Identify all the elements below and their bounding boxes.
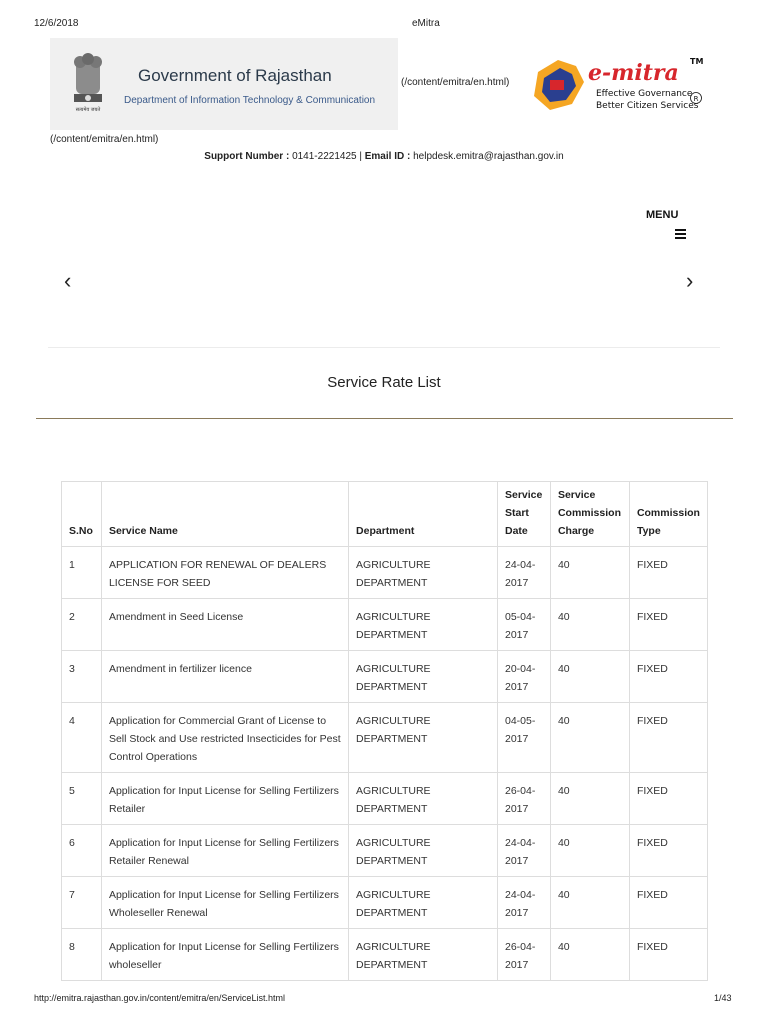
cell-service-name: Application for Input License for Selling Fertilizers Wholeseller Renewal [101,877,348,929]
chevron-left-icon[interactable]: ‹ [64,268,72,293]
support-separator: | [359,151,362,162]
cell-commission-charge: 40 [550,929,629,981]
page-title: Service Rate List [327,374,441,391]
title-underline [36,418,733,419]
table-row [62,877,708,929]
cell-department: AGRICULTURE DEPARTMENT [349,547,498,599]
table-row [62,825,708,877]
chevron-right-icon[interactable]: › [686,268,694,293]
cell-commission-type: FIXED [629,877,707,929]
column-header-commission-type: Commission Type [629,482,707,547]
table-row [62,773,708,825]
cell-sno: 5 [62,773,102,825]
cell-commission-charge: 40 [550,877,629,929]
cell-start-date: 24-04-2017 [497,877,550,929]
government-name: Government of Rajasthan [138,66,332,85]
trademark-mark: TM [690,57,704,66]
cell-service-name: APPLICATION FOR RENEWAL OF DEALERS LICENSE FOR SEED [101,547,348,599]
cell-service-name: Application for Commercial Grant of License to Sell Stock and Use restricted Insecticides for Pest Control Operations [101,703,348,773]
cell-sno: 8 [62,929,102,981]
cell-department: AGRICULTURE DEPARTMENT [349,599,498,651]
table-row [62,929,708,981]
cell-commission-charge: 40 [550,773,629,825]
table-row [62,651,708,703]
table-row [62,703,708,773]
emitra-tagline-2: Better Citizen Services [596,101,699,111]
government-banner[interactable] [50,38,398,130]
cell-service-name: Application for Input License for Selling Fertilizers Retailer Renewal [101,825,348,877]
state-emblem-icon [70,52,106,114]
column-header-department: Department [349,482,498,547]
cell-commission-charge: 40 [550,651,629,703]
cell-sno: 2 [62,599,102,651]
print-page-number: 1/43 [714,993,732,1003]
column-header-start-date: Service Start Date [497,482,550,547]
table-row [62,599,708,651]
registered-mark: R [693,95,699,103]
column-header-commission-charge: Service Commission Charge [550,482,629,547]
cell-sno: 6 [62,825,102,877]
section-divider [48,347,720,348]
cell-start-date: 26-04-2017 [497,773,550,825]
cell-commission-type: FIXED [629,547,707,599]
cell-commission-charge: 40 [550,703,629,773]
cell-start-date: 24-04-2017 [497,547,550,599]
cell-commission-charge: 40 [550,599,629,651]
home-link-text[interactable]: (/content/emitra/en.html) [401,77,510,88]
cell-department: AGRICULTURE DEPARTMENT [349,929,498,981]
emitra-logo[interactable] [528,52,710,120]
cell-department: AGRICULTURE DEPARTMENT [349,703,498,773]
cell-commission-charge: 40 [550,547,629,599]
cell-start-date: 26-04-2017 [497,929,550,981]
cell-department: AGRICULTURE DEPARTMENT [349,825,498,877]
print-date: 12/6/2018 [34,18,79,29]
print-footer-url: http://emitra.rajasthan.gov.in/content/emitra/en/ServiceList.html [34,993,285,1003]
cell-start-date: 05-04-2017 [497,599,550,651]
cell-sno: 1 [62,547,102,599]
cell-service-name: Amendment in Seed License [101,599,348,651]
cell-sno: 7 [62,877,102,929]
emblem-caption: सत्यमेव जयते [75,107,101,113]
hamburger-icon[interactable] [675,229,686,239]
cell-service-name: Application for Input License for Selling Fertilizers wholeseller [101,929,348,981]
cell-commission-type: FIXED [629,929,707,981]
cell-start-date: 24-04-2017 [497,825,550,877]
cell-start-date: 20-04-2017 [497,651,550,703]
cell-service-name: Amendment in fertilizer licence [101,651,348,703]
cell-department: AGRICULTURE DEPARTMENT [349,651,498,703]
cell-sno: 3 [62,651,102,703]
cell-commission-type: FIXED [629,773,707,825]
email-label: Email ID : [364,151,411,162]
cell-department: AGRICULTURE DEPARTMENT [349,773,498,825]
menu-label[interactable]: MENU [646,209,679,221]
cell-commission-type: FIXED [629,599,707,651]
support-number: 0141-2221425 [292,151,357,162]
cell-commission-type: FIXED [629,651,707,703]
emitra-tagline-1: Effective Governance [596,89,693,99]
cell-commission-type: FIXED [629,703,707,773]
table-header-row [62,482,708,547]
cell-start-date: 04-05-2017 [497,703,550,773]
emitra-logo-name: e-mitra [588,60,679,86]
department-name: Department of Information Technology & Communication [124,95,376,106]
cell-commission-charge: 40 [550,825,629,877]
home-link-text-secondary[interactable]: (/content/emitra/en.html) [50,134,159,145]
table-row [62,547,708,599]
service-rate-table [61,481,708,981]
support-label: Support Number : [204,151,290,162]
cell-service-name: Application for Input License for Selling Fertilizers Retailer [101,773,348,825]
column-header-sno: S.No [62,482,102,547]
column-header-service-name: Service Name [101,482,348,547]
cell-commission-type: FIXED [629,825,707,877]
cell-sno: 4 [62,703,102,773]
support-email[interactable]: helpdesk.emitra@rajasthan.gov.in [413,151,564,162]
print-title: eMitra [412,18,440,29]
support-bar [0,151,768,162]
cell-department: AGRICULTURE DEPARTMENT [349,877,498,929]
